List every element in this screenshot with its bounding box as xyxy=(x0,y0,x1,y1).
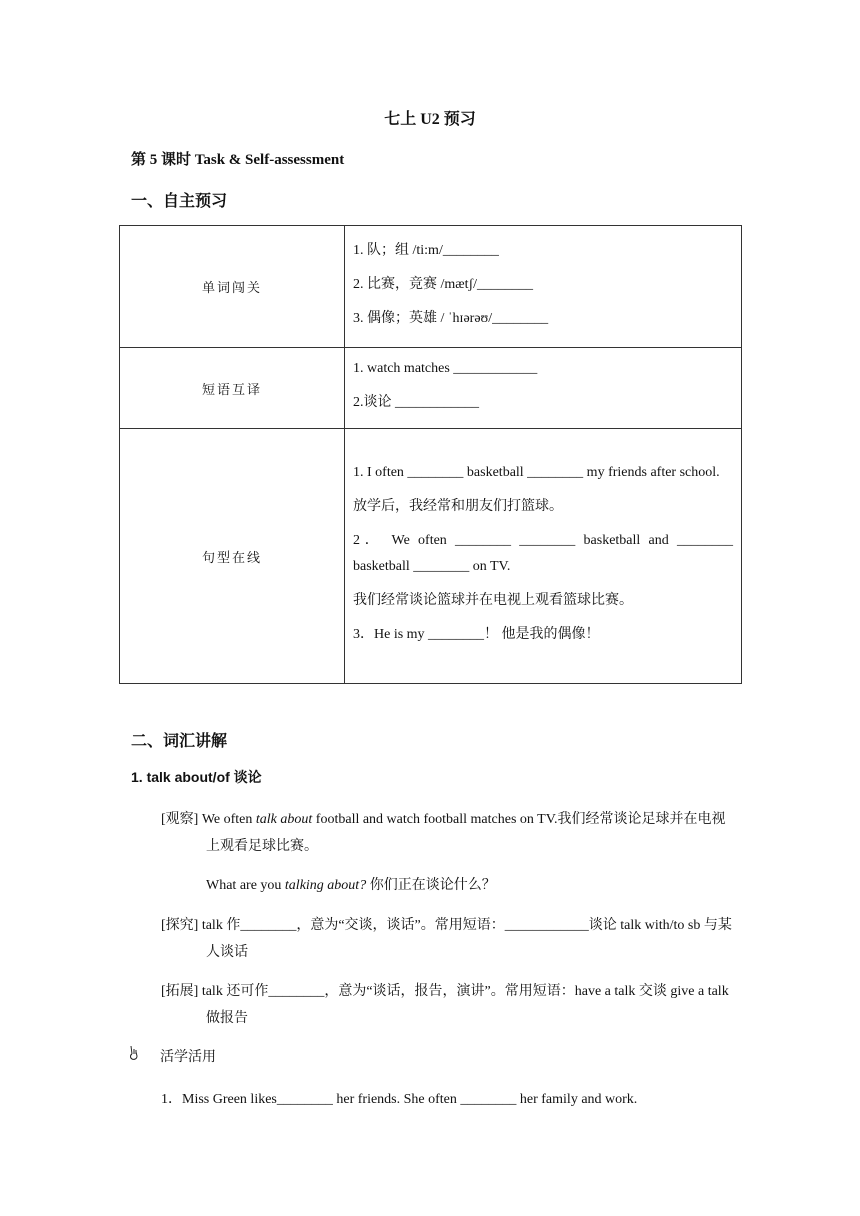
table-row xyxy=(120,348,742,429)
table-row xyxy=(120,429,742,684)
list-item: 1. watch matches ____________ xyxy=(353,361,538,376)
explore-tag: [探究] xyxy=(161,918,199,933)
writing-hand-icon xyxy=(128,1045,140,1066)
explore-text: talk 作________，意为“交谈，谈话”。常用短语：____________谈论 talk with/to sb 与某人谈话 xyxy=(198,918,732,960)
row-label: 句型在线 xyxy=(120,429,345,684)
preview-table xyxy=(119,225,742,684)
example-text-post: 你们正在谈论什么？ xyxy=(366,878,496,893)
extend-block xyxy=(161,978,733,1032)
row-content xyxy=(345,226,742,348)
practice-question: 1．Miss Green likes________ her friends. She often ________ her family and work. xyxy=(161,1092,638,1107)
extend-tag: [拓展] xyxy=(161,984,199,999)
practice-heading: 活学活用 xyxy=(160,1050,216,1065)
row-label: 单词闯关 xyxy=(120,226,345,348)
list-item: 1. I often ________ basketball ________ my friends after school. xyxy=(353,465,720,480)
row-content xyxy=(345,348,742,429)
observe-text-post: football and watch football matches on TV.我们经常谈论足球并在电视上观看足球比赛。 xyxy=(206,812,726,854)
list-item: 2. 比赛，竞赛 /mætʃ/________ xyxy=(353,276,534,292)
list-item: 2.谈论 ____________ xyxy=(353,395,479,410)
section-heading-preview: 一、自主预习 xyxy=(131,193,228,210)
list-item: 我们经常谈论篮球并在电视上观看篮球比赛。 xyxy=(353,593,633,608)
vocab-heading: 1. talk about/of 谈论 xyxy=(131,769,262,785)
list-item: 1. 队；组 /ti:m/________ xyxy=(353,242,499,258)
observe-text-pre: We often xyxy=(198,812,256,827)
list-item: 3. 偶像；英雄 / ˈhɪərəʊ/________ xyxy=(353,310,549,326)
observe-text-italic: talk about xyxy=(255,812,313,827)
section-heading-vocab: 二、词汇讲解 xyxy=(131,733,228,750)
example-text-pre: What are you xyxy=(206,878,285,893)
page-title: 七上 U2 预习 xyxy=(384,111,476,128)
row-content xyxy=(345,429,742,684)
table-row xyxy=(120,226,742,348)
example-text-italic: talking about? xyxy=(284,878,367,893)
example-sentence xyxy=(206,874,496,894)
observe-block xyxy=(161,806,733,860)
list-item: 2． We often ________ ________ basketball and ________ basketball ________ on TV. xyxy=(353,533,733,574)
extend-text: talk 还可作________，意为“谈话，报告，演讲”。常用短语：have a talk 交谈 give a talk 做报告 xyxy=(198,984,729,1026)
explore-block xyxy=(161,912,733,966)
list-item: 放学后，我经常和朋友们打篮球。 xyxy=(353,499,563,514)
list-item: 3．He is my ________！ 他是我的偶像！ xyxy=(353,627,600,642)
observe-tag: [观察] xyxy=(161,812,199,827)
lesson-heading: 第 5 课时 Task & Self-assessment xyxy=(131,152,345,168)
row-label: 短语互译 xyxy=(120,348,345,429)
